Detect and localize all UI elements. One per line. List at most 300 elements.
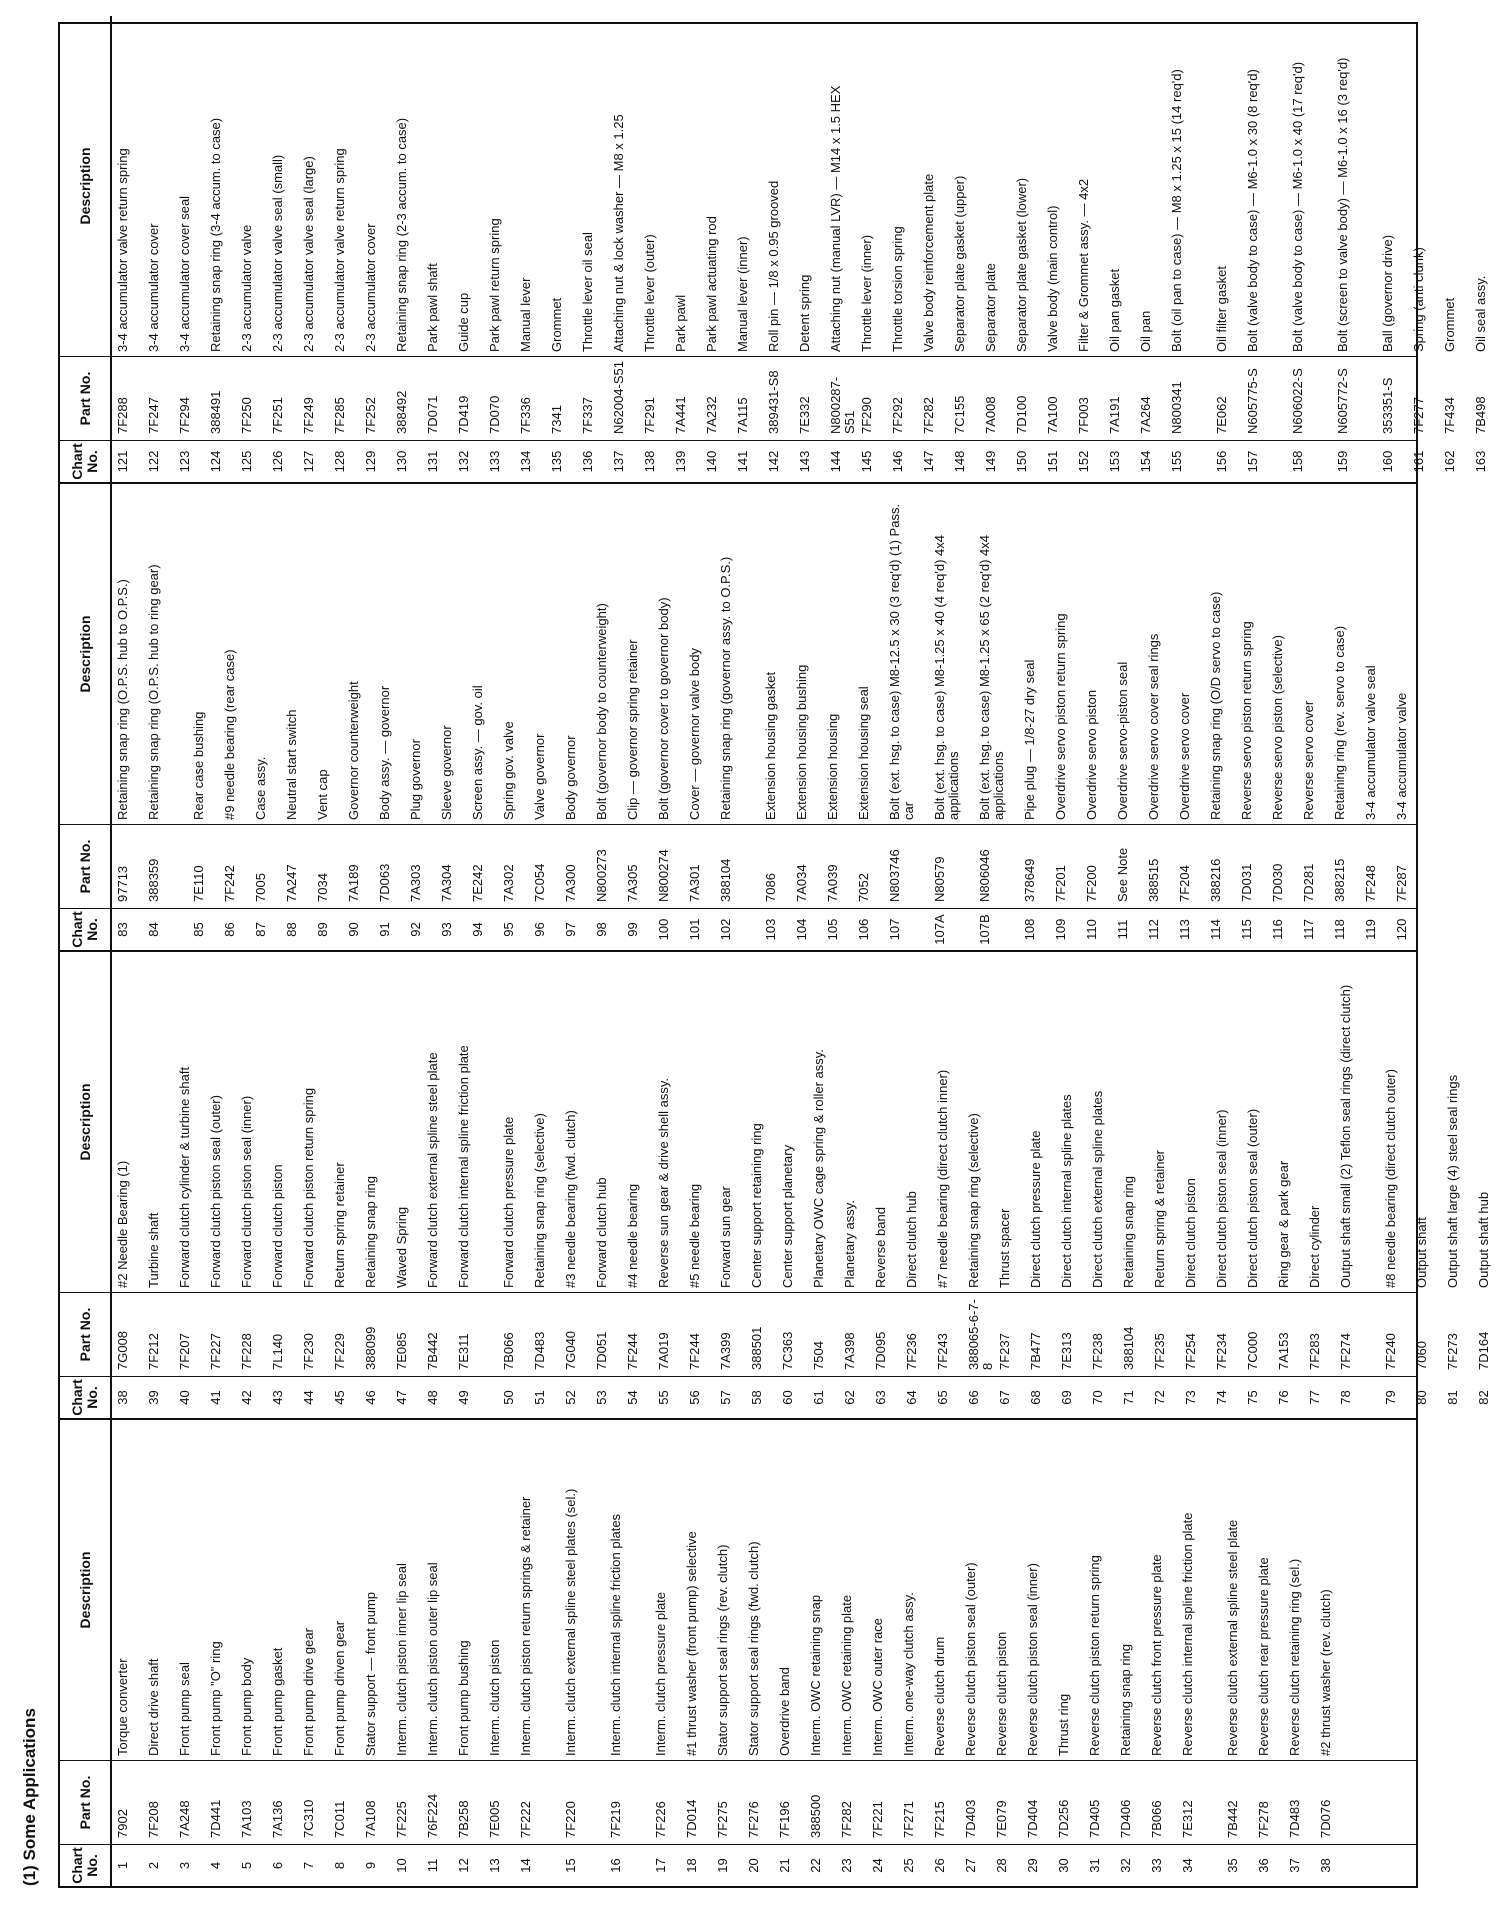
part-no-cell: 7E312 <box>1180 1800 1195 1838</box>
part-no-cell: 7E332 <box>797 396 812 434</box>
description-cell: Direct clutch piston <box>1183 1178 1198 1288</box>
part-no-cell: 7A399 <box>718 1332 733 1370</box>
description-cell: Front pump driven gear <box>332 1620 347 1756</box>
part-no-cell: 7F236 <box>904 1333 919 1370</box>
part-no-cell: 7A305 <box>625 864 640 902</box>
description-cell: Bolt (governor body to counterweight) <box>594 603 609 820</box>
chart-no-cell: 104 <box>794 918 809 941</box>
footnote: (1) Some Applications <box>20 1708 39 1886</box>
description-cell: Park pawl <box>673 294 688 352</box>
description-cell: Waved Spring <box>394 1206 409 1288</box>
chart-no-cell: 118 <box>1332 919 1347 940</box>
column-group-3 <box>60 484 1416 952</box>
chart-no-cell: 148 <box>952 450 967 473</box>
part-no-cell: 7G008 <box>115 1330 130 1370</box>
part-no-cell: 7D071 <box>425 395 440 434</box>
part-no-cell: 7F234 <box>1214 1333 1229 1370</box>
chart-no-cell: 44 <box>301 1390 316 1405</box>
part-no-cell: 7B477 <box>1028 1332 1043 1370</box>
part-no-cell: 7F237 <box>997 1333 1012 1370</box>
part-no-cell: 7F201 <box>1053 865 1068 902</box>
description-cell: Overdrive servo piston return spring <box>1053 613 1068 820</box>
chart-no-cell: 1 <box>115 1861 130 1870</box>
chart-no-cell: 91 <box>377 922 392 937</box>
chart-no-cell: 78 <box>1338 1390 1353 1405</box>
chart-no-cell: 134 <box>518 450 533 473</box>
part-no-cell: 7A136 <box>270 1800 285 1838</box>
chart-no-cell: 32 <box>1118 1858 1133 1873</box>
chart-no-cell: 85 <box>191 922 206 937</box>
part-no-cell: 7A300 <box>563 864 578 902</box>
part-no-cell: 7C310 <box>301 1799 316 1838</box>
description-cell: 2-3 accumulator valve <box>239 224 254 352</box>
description-cell: Front pump drive gear <box>301 1628 316 1756</box>
part-no-cell: 388215 <box>1332 858 1347 902</box>
part-no-cell: 378649 <box>1022 858 1037 902</box>
part-no-cell: 7E242 <box>470 864 485 902</box>
chart-no-cell: 72 <box>1152 1390 1167 1405</box>
part-no-cell: 7D014 <box>684 1799 699 1838</box>
part-no-cell: 7F337 <box>580 397 595 434</box>
part-no-cell: N62004-S51 <box>611 361 626 434</box>
part-no-cell: 7902 <box>115 1809 130 1838</box>
part-no-cell: 7B066 <box>501 1332 516 1370</box>
description-cell: Reverse clutch piston seal (inner) <box>1025 1563 1040 1756</box>
description-cell: Center support planetary <box>780 1144 795 1288</box>
chart-no-column <box>60 1844 1416 1886</box>
description-cell: Thrust ring <box>1056 1693 1071 1756</box>
part-no-cell: 7F244 <box>625 1333 640 1370</box>
chart-no-cell: 50 <box>501 1390 516 1405</box>
chart-no-cell: 42 <box>239 1390 254 1405</box>
chart-no-cell: 121 <box>115 450 130 473</box>
part-no-cell: 7F204 <box>1177 865 1192 902</box>
part-no-cell: 388515 <box>1146 858 1161 902</box>
part-no-cell: N800287-S51 <box>828 376 857 434</box>
description-cell: Reverse clutch retaining ring (sel.) <box>1287 1558 1302 1756</box>
description-cell: Interm. clutch piston inner lip seal <box>394 1563 409 1756</box>
part-no-cell: 7F249 <box>301 397 316 434</box>
description-cell: Forward clutch pressure plate <box>501 1116 516 1288</box>
description-cell: Bolt (screen to valve body) — M6-1.0 x 16 (3 req'd) <box>1335 57 1350 352</box>
part-no-cell: 388104 <box>1121 1326 1136 1370</box>
chart-no-cell: 22 <box>808 1858 823 1873</box>
chart-no-column <box>60 440 1488 482</box>
chart-no-cell: 101 <box>687 918 702 941</box>
description-cell: Valve body reinforcement plate <box>921 173 936 352</box>
chart-no-cell: 133 <box>487 450 502 473</box>
part-no-cell: 7D076 <box>1318 1799 1333 1838</box>
description-cell: Separator plate gasket (lower) <box>1014 177 1029 352</box>
chart-no-cell: 86 <box>222 922 237 937</box>
description-cell: Park pawl shaft <box>425 263 440 352</box>
description-cell: Neutral start switch <box>284 709 299 820</box>
description-cell: Throttle lever oil seal <box>580 232 595 352</box>
chart-no-cell: 45 <box>332 1390 347 1405</box>
part-no-cell: 7F252 <box>363 397 378 434</box>
part-no-cell: 7F247 <box>146 397 161 434</box>
description-cell: Extension housing <box>825 713 840 820</box>
part-no-cell: 7E085 <box>394 1332 409 1370</box>
chart-no-cell: 48 <box>425 1390 440 1405</box>
part-no-cell: 7E079 <box>994 1800 1009 1838</box>
chart-no-cell: 158 <box>1290 450 1305 473</box>
chart-no-cell: 34 <box>1180 1858 1195 1873</box>
description-cell: Valve body (main control) <box>1045 205 1060 352</box>
chart-no-cell: 15 <box>563 1858 578 1873</box>
chart-no-cell: 69 <box>1059 1390 1074 1405</box>
description-cell: Retaining snap ring (governor assy. to O.P.S.) <box>718 556 733 820</box>
chart-no-cell: 74 <box>1214 1390 1229 1405</box>
description-cell: Grommet <box>549 297 564 352</box>
description-cell: Reverse servo piston return spring <box>1239 621 1254 820</box>
chart-no-cell: 35 <box>1225 1858 1240 1873</box>
description-cell: Throttle lever (outer) <box>642 234 657 352</box>
description-cell: #4 needle bearing <box>625 1183 640 1288</box>
description-cell: #1 thrust washer (front pump) selective <box>684 1531 699 1756</box>
chart-no-cell: 55 <box>656 1390 671 1405</box>
description-cell: Interm. clutch internal spline friction plates <box>608 1513 623 1756</box>
part-no-cell: N806046 <box>977 849 992 902</box>
part-no-cell: N800273 <box>594 849 609 902</box>
description-cell: Bolt (ext. hsg. to case) M8-12.5 x 30 (3 req'd) (1) Pass. car <box>887 503 916 820</box>
description-cell: Extension housing seal <box>856 686 871 820</box>
part-no-cell: 7D164 <box>1476 1331 1491 1370</box>
part-no-cell: 7A398 <box>842 1332 857 1370</box>
part-no-cell: 7F227 <box>208 1333 223 1370</box>
description-cell: Separator plate <box>983 263 998 352</box>
chart-no-cell: 21 <box>777 1858 792 1873</box>
description-cell: Interm. OWC outer race <box>870 1618 885 1756</box>
description-cell: #2 thrust washer (rev. clutch) <box>1318 1589 1333 1756</box>
chart-no-cell: 12 <box>456 1858 471 1873</box>
description-cell: Front pump seal <box>177 1662 192 1756</box>
part-no-cell: 7D404 <box>1025 1799 1040 1838</box>
chart-no-cell: 26 <box>932 1858 947 1873</box>
chart-no-cell: 68 <box>1028 1390 1043 1405</box>
chart-no-cell: 123 <box>177 450 192 473</box>
description-column <box>60 484 1416 824</box>
chart-no-cell: 97 <box>563 922 578 937</box>
description-cell: Turbine shaft <box>146 1212 161 1288</box>
description-cell: Vent cap <box>315 769 330 820</box>
description-cell: Reverse band <box>873 1207 888 1288</box>
description-cell: Output shaft hub <box>1476 1191 1491 1288</box>
part-no-cell: 388491 <box>208 390 223 434</box>
description-cell: Front pump body <box>239 1657 254 1756</box>
column-group-4 <box>60 16 1488 484</box>
part-no-cell: 7F221 <box>870 1801 885 1838</box>
part-no-cell: 7C011 <box>332 1800 347 1838</box>
part-no-cell: 7F291 <box>642 397 657 434</box>
chart-no-cell: 126 <box>270 450 285 473</box>
chart-no-cell: 92 <box>408 922 423 937</box>
part-no-cell: 7F254 <box>1183 1333 1198 1370</box>
description-cell: Guide cup <box>456 292 471 352</box>
part-no-cell: 389431-S8 <box>766 370 781 434</box>
part-no-cell: 7E005 <box>487 1800 502 1838</box>
chart-no-cell: 151 <box>1045 450 1060 473</box>
chart-no-cell: 141 <box>735 450 750 473</box>
chart-no-cell: 137 <box>611 450 626 473</box>
part-no-cell: 7F238 <box>1090 1333 1105 1370</box>
description-cell: Sleeve governor <box>439 725 454 820</box>
chart-no-cell: 119 <box>1363 919 1378 940</box>
chart-no-cell: 143 <box>797 450 812 473</box>
part-no-cell: 7A247 <box>284 864 299 902</box>
part-no-cell: 388500 <box>808 1794 823 1838</box>
part-no-cell: 7F212 <box>146 1333 161 1370</box>
part-no-cell: 7F244 <box>687 1333 702 1370</box>
chart-no-cell: 56 <box>687 1390 702 1405</box>
part-no-cell: 7F229 <box>332 1333 347 1370</box>
description-cell: Plug governor <box>408 739 423 820</box>
description-cell: Interm. OWC retaining snap <box>808 1594 823 1756</box>
part-no-cell: 7C363 <box>780 1331 795 1370</box>
description-cell: 2-3 accumulator valve return spring <box>332 148 347 352</box>
part-no-cell: 7F294 <box>177 397 192 434</box>
chart-no-cell: 124 <box>208 450 223 473</box>
description-cell: Front pump gasket <box>270 1647 285 1756</box>
part-no-cell: 7F226 <box>653 1801 668 1838</box>
part-no-cell: 7F288 <box>115 397 130 434</box>
chart-no-cell: 111 <box>1115 919 1130 940</box>
part-no-cell: 7A039 <box>825 864 840 902</box>
chart-no-cell: 161 <box>1411 450 1426 473</box>
chart-no-cell: 57 <box>718 1390 733 1405</box>
description-cell: Rear case bushing <box>191 711 206 820</box>
chart-no-cell: 30 <box>1056 1858 1071 1873</box>
part-no-cell: 353351-S <box>1380 377 1395 434</box>
chart-no-cell: 83 <box>115 922 130 937</box>
description-cell: #8 needle bearing (direct clutch outer) <box>1383 1069 1398 1288</box>
part-no-cell: 7A303 <box>408 864 423 902</box>
part-no-cell: 7A441 <box>673 396 688 434</box>
description-cell: Forward clutch hub <box>594 1177 609 1288</box>
part-no-cell: 7F215 <box>932 1801 947 1838</box>
chart-no-cell: 40 <box>177 1390 192 1405</box>
description-cell: Stator support seal rings (rev. clutch) <box>715 1544 730 1756</box>
description-cell: Output shaft small (2) Teflon seal rings (direct clutch) <box>1338 984 1353 1288</box>
chart-no-cell: 120 <box>1394 918 1409 941</box>
part-no-header: Part No. <box>60 1293 112 1376</box>
description-cell: Bolt (governor cover to governor body) <box>656 597 671 820</box>
chart-no-cell: 128 <box>332 450 347 473</box>
part-no-cell: N803746 <box>887 849 902 902</box>
chart-no-cell: 114 <box>1208 919 1223 940</box>
description-cell: Retaining snap ring (selective) <box>966 1113 981 1288</box>
chart-no-cell: 3 <box>177 1861 192 1870</box>
description-cell: Direct cylinder <box>1307 1205 1322 1288</box>
description-cell: Retaining snap ring (selective) <box>532 1113 547 1288</box>
chart-no-cell: 115 <box>1239 919 1254 940</box>
chart-no-cell: 73 <box>1183 1390 1198 1405</box>
part-no-cell: 7A302 <box>501 864 516 902</box>
chart-no-cell: 106 <box>856 918 871 941</box>
description-cell: Reverse clutch internal spline friction plate <box>1180 1512 1195 1756</box>
chart-no-cell: 162 <box>1442 450 1457 473</box>
chart-no-cell: 90 <box>346 922 361 937</box>
chart-no-header: Chart No. <box>60 441 112 482</box>
part-no-cell: 7F250 <box>239 397 254 434</box>
chart-no-cell: 2 <box>146 1861 161 1870</box>
description-cell: Output shaft <box>1414 1217 1429 1288</box>
chart-no-header: Chart No. <box>60 1845 112 1886</box>
part-no-cell: 7F248 <box>1363 865 1378 902</box>
description-cell: Clip — governor spring retainer <box>625 639 640 820</box>
part-no-cell: 7A103 <box>239 1800 254 1838</box>
description-cell: Planetary assy. <box>842 1200 857 1288</box>
description-cell: Forward clutch piston <box>270 1164 285 1288</box>
description-cell: 3-4 accumulator cover seal <box>177 195 192 352</box>
description-cell: Forward clutch external spline steel plate <box>425 1052 440 1288</box>
description-header: Description <box>60 16 112 356</box>
chart-no-cell: 150 <box>1014 450 1029 473</box>
chart-no-cell: 117 <box>1301 919 1316 940</box>
chart-no-cell: 8 <box>332 1861 347 1870</box>
part-no-cell: 7F251 <box>270 397 285 434</box>
chart-no-cell: 38 <box>1318 1858 1333 1873</box>
chart-no-cell: 23 <box>839 1858 854 1873</box>
part-no-cell: N800274 <box>656 849 671 902</box>
description-cell: Reverse servo piston (selective) <box>1270 635 1285 820</box>
part-no-cell: 7A108 <box>363 1800 378 1838</box>
description-cell: Interm. clutch external spline steel plates (sel.) <box>563 1488 578 1756</box>
chart-no-cell: 116 <box>1270 919 1285 940</box>
description-cell: Forward clutch piston return spring <box>301 1087 316 1288</box>
part-no-cell: 7A304 <box>439 864 454 902</box>
chart-no-cell: 75 <box>1245 1390 1260 1405</box>
part-no-cell: 388104 <box>718 858 733 902</box>
description-header: Description <box>60 484 112 824</box>
description-cell: Forward clutch cylinder & turbine shaft <box>177 1066 192 1288</box>
part-no-cell: 7F336 <box>518 397 533 434</box>
part-no-cell: See Note <box>1115 847 1130 902</box>
part-no-cell: 7A232 <box>704 396 719 434</box>
description-cell: Retaining snap ring <box>1118 1643 1133 1756</box>
description-cell: Manual lever <box>518 277 533 352</box>
chart-no-cell: 16 <box>608 1858 623 1873</box>
chart-no-cell: 130 <box>394 450 409 473</box>
part-no-cell: 388216 <box>1208 858 1223 902</box>
description-cell: Direct clutch pressure plate <box>1028 1130 1043 1288</box>
chart-no-cell: 36 <box>1256 1858 1271 1873</box>
description-cell: Reverse clutch external spline steel plate <box>1225 1519 1240 1756</box>
chart-no-cell: 129 <box>363 450 378 473</box>
chart-no-cell: 112 <box>1146 919 1161 940</box>
description-cell: Forward sun gear <box>718 1186 733 1288</box>
description-cell: Spring gov. valve <box>501 721 516 820</box>
part-no-cell: 388501 <box>749 1326 764 1370</box>
description-cell: Bolt (ext. hsg. to case) M8-1.25 x 65 (2 req'd) 4x4 applications <box>977 534 1006 820</box>
description-cell: Overdrive servo cover <box>1177 692 1192 820</box>
description-cell: Case assy. <box>253 756 268 820</box>
chart-no-cell: 107B <box>977 914 992 945</box>
part-no-cell: 7E311 <box>456 1333 471 1370</box>
chart-no-cell: 10 <box>394 1858 409 1873</box>
description-cell: Spring (anti clunk) <box>1411 247 1426 352</box>
chart-no-cell: 149 <box>983 450 998 473</box>
description-cell: Direct clutch external spline plates <box>1090 1090 1105 1288</box>
description-cell: Reverse servo cover <box>1301 700 1316 820</box>
part-no-cell: 7F282 <box>839 1801 854 1838</box>
part-no-cell: 7F200 <box>1084 865 1099 902</box>
part-no-cell: 7F276 <box>746 1801 761 1838</box>
part-no-cell: 7C054 <box>532 863 547 902</box>
description-cell: Reverse clutch rear pressure plate <box>1256 1557 1271 1756</box>
description-cell: Park pawl return spring <box>487 218 502 352</box>
description-cell: Extension housing bushing <box>794 664 809 820</box>
description-cell: Reverse clutch drum <box>932 1636 947 1756</box>
part-no-cell: 7B442 <box>1225 1800 1240 1838</box>
chart-no-cell: 80 <box>1414 1390 1429 1405</box>
part-no-cell: 7A100 <box>1045 396 1060 434</box>
description-cell: Reverse sun gear & drive shell assy. <box>656 1077 671 1288</box>
description-cell: #2 Needle Bearing (1) <box>115 1160 130 1288</box>
chart-no-cell: 29 <box>1025 1858 1040 1873</box>
chart-no-cell: 17 <box>653 1858 668 1873</box>
chart-no-cell: 96 <box>532 922 547 937</box>
chart-no-cell: 43 <box>270 1390 285 1405</box>
description-cell: 3-4 accumulator valve seal <box>1363 665 1378 820</box>
part-no-cell: 7D403 <box>963 1799 978 1838</box>
description-cell: Stator support — front pump <box>363 1591 378 1756</box>
part-no-cell: N800341 <box>1169 381 1184 434</box>
chart-no-cell: 76 <box>1276 1390 1291 1405</box>
part-no-cell: N80579 <box>932 856 947 902</box>
chart-no-cell: 63 <box>873 1390 888 1405</box>
chart-no-cell: 89 <box>315 922 330 937</box>
part-no-cell: 7F290 <box>859 397 874 434</box>
description-cell: Bolt (oil pan to case) — M8 x 1.25 x 15 (14 req'd) <box>1169 69 1184 352</box>
chart-no-cell: 53 <box>594 1390 609 1405</box>
chart-no-cell: 139 <box>673 450 688 473</box>
chart-no-cell: 108 <box>1022 918 1037 941</box>
description-cell: 2-3 accumulator valve seal (small) <box>270 154 285 352</box>
part-no-cell: 7F003 <box>1076 397 1091 434</box>
description-cell: Detent spring <box>797 274 812 352</box>
chart-no-cell: 159 <box>1335 450 1350 473</box>
description-cell: Cover — governor valve body <box>687 648 702 820</box>
description-header: Description <box>60 952 112 1292</box>
description-cell: 2-3 accumulator cover <box>363 223 378 352</box>
part-no-cell: 7A301 <box>687 864 702 902</box>
description-cell: Bolt (valve body to case) — M6-1.0 x 40 (17 req'd) <box>1290 61 1305 352</box>
part-no-cell: 7A008 <box>983 396 998 434</box>
part-no-cell: 7F282 <box>921 397 936 434</box>
chart-no-cell: 99 <box>625 922 640 937</box>
description-cell: Park pawl actuating rod <box>704 216 719 352</box>
description-cell: #9 needle bearing (rear case) <box>222 649 237 820</box>
part-no-cell: 7F273 <box>1445 1333 1460 1370</box>
chart-no-cell: 163 <box>1473 450 1488 473</box>
part-no-column <box>60 1760 1416 1844</box>
part-no-cell: 388099 <box>363 1326 378 1370</box>
part-no-cell: 7F208 <box>146 1801 161 1838</box>
description-cell: #3 needle bearing (fwd. clutch) <box>563 1110 578 1288</box>
chart-no-cell: 87 <box>253 922 268 937</box>
chart-no-cell: 51 <box>532 1390 547 1405</box>
chart-no-cell: 135 <box>549 450 564 473</box>
description-cell: Return spring retainer <box>332 1162 347 1288</box>
chart-no-cell: 79 <box>1383 1390 1398 1405</box>
part-no-cell: 7A264 <box>1138 396 1153 434</box>
part-no-cell: 7B066 <box>1149 1800 1164 1838</box>
chart-no-cell: 107 <box>887 918 902 941</box>
description-cell: Overdrive band <box>777 1667 792 1756</box>
chart-no-cell: 155 <box>1169 450 1184 473</box>
chart-no-header: Chart No. <box>60 1377 112 1418</box>
